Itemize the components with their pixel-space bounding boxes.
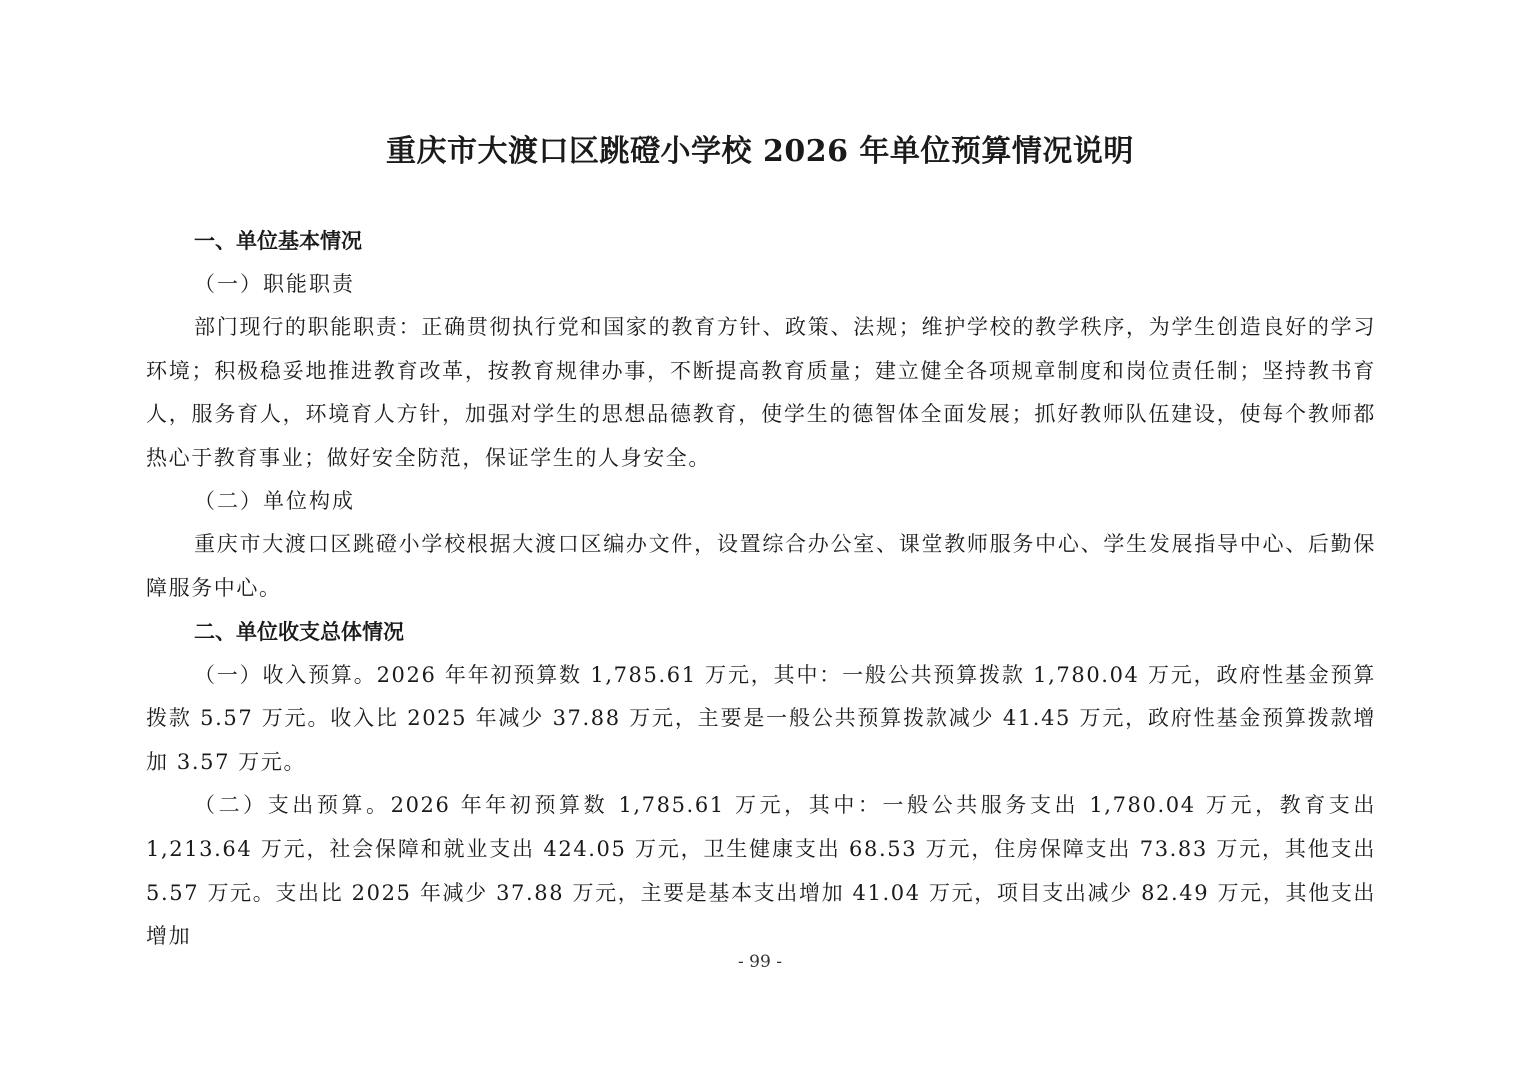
section-heading-budget-overview: 二、单位收支总体情况 <box>194 619 404 644</box>
section-heading-basic-info: 一、单位基本情况 <box>194 229 362 253</box>
page-number: - 99 - <box>738 952 782 972</box>
document-title: 重庆市大渡口区跳磴小学校 2026 年单位预算情况说明 <box>386 134 1134 169</box>
paragraph-expenditure-budget: （二）支出预算。2026 年年初预算数 1,785.61 万元，其中：一般公共服务支出 1,780.04 万元，教育支出 1,213.64 万元，社会保障和就业支出 424.05 万元，卫生健康支出 68.53 万元，住房保障支出 73.83 万元，其他支出 5.57 万元。支出比 2025 年减少 37.88 万元，主要是基本支出增加 41.04 万元，项目支出减少 82.49 万元，其他支出增加 <box>146 793 1376 949</box>
subheading-composition: （二）单位构成 <box>194 489 355 514</box>
document-body <box>146 220 1376 959</box>
subheading-functions: （一）职能职责 <box>194 272 355 296</box>
paragraph-composition: 重庆市大渡口区跳磴小学校根据大渡口区编办文件，设置综合办公室、课堂教师服务中心、学生发展指导中心、后勤保障服务中心。 <box>146 532 1376 600</box>
paragraph-income-budget: （一）收入预算。2026 年年初预算数 1,785.61 万元，其中：一般公共预算拨款 1,780.04 万元，政府性基金预算拨款 5.57 万元。收入比 2025 年减少 37.88 万元，主要是一般公共预算拨款减少 41.45 万元，政府性基金预算拨款增加 3.57 万元。 <box>146 662 1376 774</box>
paragraph-functions: 部门现行的职能职责：正确贯彻执行党和国家的教育方针、政策、法规；维护学校的教学秩序，为学生创造良好的学习环境；积极稳妥地推进教育改革，按教育规律办事，不断提高教育质量；建立健全各项规章制度和岗位责任制；坚持教书育人，服务育人，环境育人方针，加强对学生的思想品德教育，使学生的德智体全面发展；抓好教师队伍建设，使每个教师都热心于教育事业；做好安全防范，保证学生的人身安全。 <box>146 315 1376 470</box>
